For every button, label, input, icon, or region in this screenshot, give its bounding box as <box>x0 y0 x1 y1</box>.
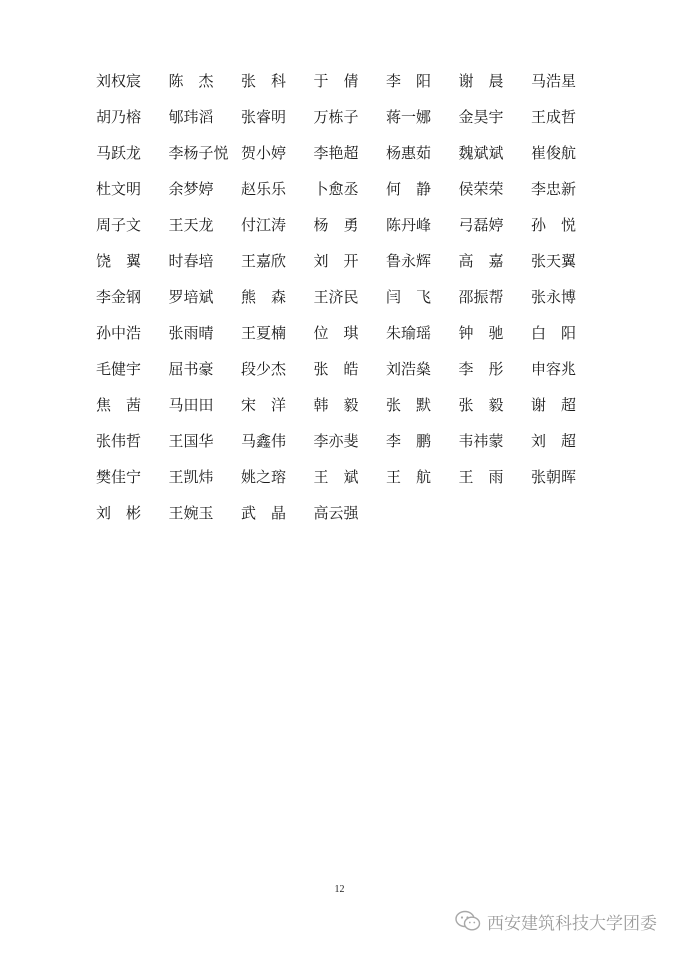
name-entry: 屈书豪 <box>168 360 214 378</box>
name-row <box>96 214 616 250</box>
name-entry: 刘 超 <box>531 432 577 450</box>
name-entry: 谢 晨 <box>458 72 504 90</box>
name-entry: 高云强 <box>313 504 359 522</box>
name-entry: 段少杰 <box>241 360 287 378</box>
name-entry: 杨 勇 <box>313 216 359 234</box>
name-entry: 侯荣荣 <box>458 180 504 198</box>
name-entry: 魏斌斌 <box>458 144 504 162</box>
name-entry: 张永博 <box>531 288 577 306</box>
name-entry: 张天翼 <box>531 252 577 270</box>
name-entry: 卜愈丞 <box>313 180 359 198</box>
name-entry: 武 晶 <box>241 504 287 522</box>
name-entry: 张睿明 <box>241 108 287 126</box>
name-entry: 王国华 <box>168 432 214 450</box>
name-entry: 王成哲 <box>531 108 577 126</box>
name-entry: 樊佳宁 <box>96 468 142 486</box>
name-entry: 张 毅 <box>458 396 504 414</box>
name-entry: 张伟哲 <box>96 432 142 450</box>
name-entry: 饶 翼 <box>96 252 142 270</box>
name-entry: 马鑫伟 <box>241 432 287 450</box>
name-entry: 李 阳 <box>386 72 432 90</box>
name-row <box>96 250 616 286</box>
name-entry: 万栋子 <box>313 108 359 126</box>
page-number: 12 <box>334 884 345 895</box>
name-entry: 李金钢 <box>96 288 142 306</box>
name-row <box>96 430 616 466</box>
name-entry: 马跃龙 <box>96 144 142 162</box>
name-entry: 时春培 <box>168 252 214 270</box>
name-entry: 李忠新 <box>531 180 577 198</box>
name-entry: 鲁永辉 <box>386 252 432 270</box>
name-entry: 付江涛 <box>241 216 287 234</box>
name-entry: 陈丹峰 <box>386 216 432 234</box>
name-row <box>96 394 616 430</box>
name-entry: 弓磊婷 <box>458 216 504 234</box>
name-entry: 朱瑜瑶 <box>386 324 432 342</box>
name-entry: 王婉玉 <box>168 504 214 522</box>
name-row <box>96 70 616 106</box>
name-row <box>96 286 616 322</box>
name-row <box>96 322 616 358</box>
name-list <box>96 70 616 538</box>
name-entry: 焦 茜 <box>96 396 142 414</box>
name-entry: 钟 驰 <box>458 324 504 342</box>
name-row <box>96 358 616 394</box>
watermark <box>455 908 657 934</box>
name-entry: 姚之瑢 <box>241 468 287 486</box>
name-entry: 王天龙 <box>168 216 214 234</box>
watermark-text: 西安建筑科技大学团委 <box>487 913 657 934</box>
name-entry: 位 琪 <box>313 324 359 342</box>
name-entry: 孙中浩 <box>96 324 142 342</box>
name-entry: 马田田 <box>168 396 214 414</box>
name-entry: 毛健宇 <box>96 360 142 378</box>
name-entry: 马浩星 <box>531 72 577 90</box>
name-entry: 熊 森 <box>241 288 287 306</box>
name-entry: 申容兆 <box>531 360 577 378</box>
name-entry: 白 阳 <box>531 324 577 342</box>
name-entry: 王 斌 <box>313 468 359 486</box>
name-entry: 何 静 <box>386 180 432 198</box>
name-entry: 张 默 <box>386 396 432 414</box>
name-entry: 贺小婷 <box>241 144 287 162</box>
name-entry: 杜文明 <box>96 180 142 198</box>
name-entry: 李艳超 <box>313 144 359 162</box>
name-entry: 韩 毅 <box>313 396 359 414</box>
name-entry: 于 倩 <box>313 72 359 90</box>
name-entry: 李 彤 <box>458 360 504 378</box>
name-entry: 王 航 <box>386 468 432 486</box>
name-entry: 李亦斐 <box>313 432 359 450</box>
name-entry: 郇玮滔 <box>168 108 214 126</box>
name-entry: 赵乐乐 <box>241 180 287 198</box>
name-entry: 张朝晖 <box>531 468 577 486</box>
name-entry: 杨惠茹 <box>386 144 432 162</box>
name-entry: 李杨子悦 <box>168 144 229 162</box>
name-entry: 余梦婷 <box>168 180 214 198</box>
name-entry: 张雨晴 <box>168 324 214 342</box>
name-row <box>96 502 616 538</box>
name-entry: 王 雨 <box>458 468 504 486</box>
name-entry: 刘浩燊 <box>386 360 432 378</box>
name-row <box>96 178 616 214</box>
name-row <box>96 106 616 142</box>
name-entry: 王济民 <box>313 288 359 306</box>
name-entry: 崔俊航 <box>531 144 577 162</box>
name-entry: 胡乃榕 <box>96 108 142 126</box>
name-entry: 孙 悦 <box>531 216 577 234</box>
name-row <box>96 142 616 178</box>
name-entry: 刘权宸 <box>96 72 142 90</box>
name-entry: 金昊宇 <box>458 108 504 126</box>
name-entry: 周子文 <box>96 216 142 234</box>
name-entry: 陈 杰 <box>168 72 214 90</box>
name-entry: 罗培斌 <box>168 288 214 306</box>
name-entry: 宋 洋 <box>241 396 287 414</box>
name-entry: 刘 开 <box>313 252 359 270</box>
name-entry: 张 科 <box>241 72 287 90</box>
name-entry: 王嘉欣 <box>241 252 287 270</box>
name-entry: 蒋一娜 <box>386 108 432 126</box>
name-row <box>96 466 616 502</box>
name-entry: 闫 飞 <box>386 288 432 306</box>
name-entry: 张 皓 <box>313 360 359 378</box>
name-entry: 王夏楠 <box>241 324 287 342</box>
name-entry: 韦祎蒙 <box>458 432 504 450</box>
name-entry: 高 嘉 <box>458 252 504 270</box>
name-entry: 李 鹏 <box>386 432 432 450</box>
name-entry: 邵振帮 <box>458 288 504 306</box>
name-entry: 刘 彬 <box>96 504 142 522</box>
name-entry: 王凯炜 <box>168 468 214 486</box>
name-entry: 谢 超 <box>531 396 577 414</box>
wechat-icon <box>455 910 481 932</box>
